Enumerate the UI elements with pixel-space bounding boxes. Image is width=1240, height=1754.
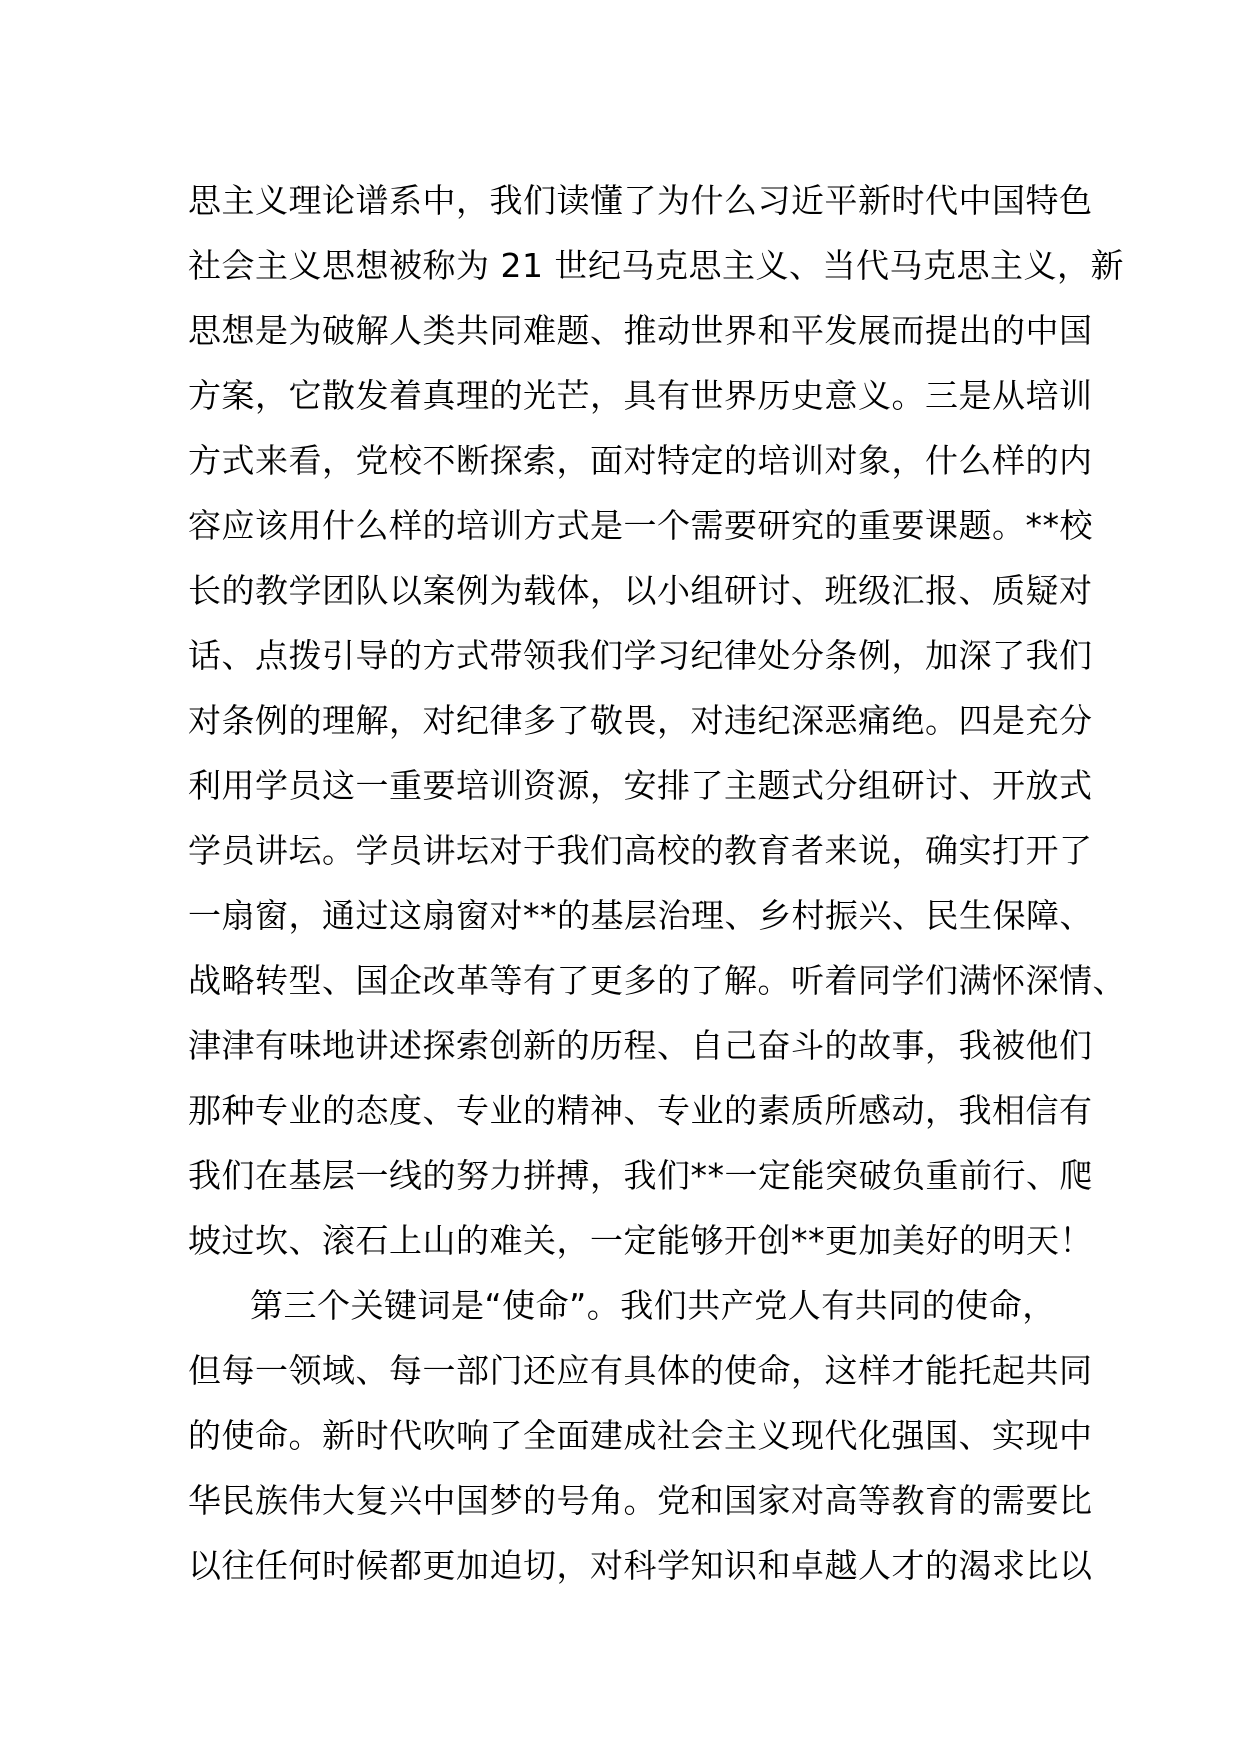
text-line-19: 但每一领域、每一部门还应有具体的使命，这样才能托起共同 [188, 1351, 1093, 1390]
text-line-18: 第三个关键词是“使命”。我们共产党人有共同的使命， [250, 1286, 1056, 1325]
text-line-17: 坡过坎、滚石上山的难关，一定能够开创**更加美好的明天！ [188, 1221, 1093, 1260]
text-line-10: 利用学员这一重要培训资源，安排了主题式分组研讨、开放式 [188, 766, 1093, 805]
text-line-14: 津津有味地讲述探索创新的历程、自己奋斗的故事，我被他们 [188, 1026, 1093, 1065]
text-line-6: 容应该用什么样的培训方式是一个需要研究的重要课题。**校 [188, 506, 1093, 545]
text-line-4: 方案，它散发着真理的光芒，具有世界历史意义。三是从培训 [188, 376, 1093, 415]
text-line-20: 的使命。新时代吹响了全面建成社会主义现代化强国、实现中 [188, 1416, 1093, 1455]
text-line-12: 一扇窗，通过这扇窗对**的基层治理、乡村振兴、民生保障、 [188, 896, 1093, 935]
text-line-16: 我们在基层一线的努力拼搏，我们**一定能突破负重前行、爬 [188, 1156, 1093, 1195]
text-line-7: 长的教学团队以案例为载体，以小组研讨、班级汇报、质疑对 [188, 571, 1093, 610]
text-line-3: 思想是为破解人类共同难题、推动世界和平发展而提出的中国 [188, 311, 1093, 350]
text-line-9: 对条例的理解，对纪律多了敬畏，对违纪深恶痛绝。四是充分 [188, 701, 1093, 740]
text-line-21: 华民族伟大复兴中国梦的号角。党和国家对高等教育的需要比 [188, 1481, 1093, 1520]
text-line-11: 学员讲坛。学员讲坛对于我们高校的教育者来说，确实打开了 [188, 831, 1093, 870]
text-line-15: 那种专业的态度、专业的精神、专业的素质所感动，我相信有 [188, 1091, 1093, 1130]
body-text [188, 168, 1126, 1598]
text-line-2: 社会主义思想被称为 21 世纪马克思主义、当代马克思主义，新 [188, 246, 1124, 285]
text-line-8: 话、点拨引导的方式带领我们学习纪律处分条例，加深了我们 [188, 636, 1093, 675]
text-line-13: 战略转型、国企改革等有了更多的了解。听着同学们满怀深情、 [188, 961, 1126, 1000]
text-line-22: 以往任何时候都更加迫切，对科学知识和卓越人才的渴求比以 [188, 1546, 1093, 1585]
text-line-1: 思主义理论谱系中，我们读懂了为什么习近平新时代中国特色 [188, 181, 1093, 220]
text-line-5: 方式来看，党校不断探索，面对特定的培训对象，什么样的内 [188, 441, 1093, 480]
